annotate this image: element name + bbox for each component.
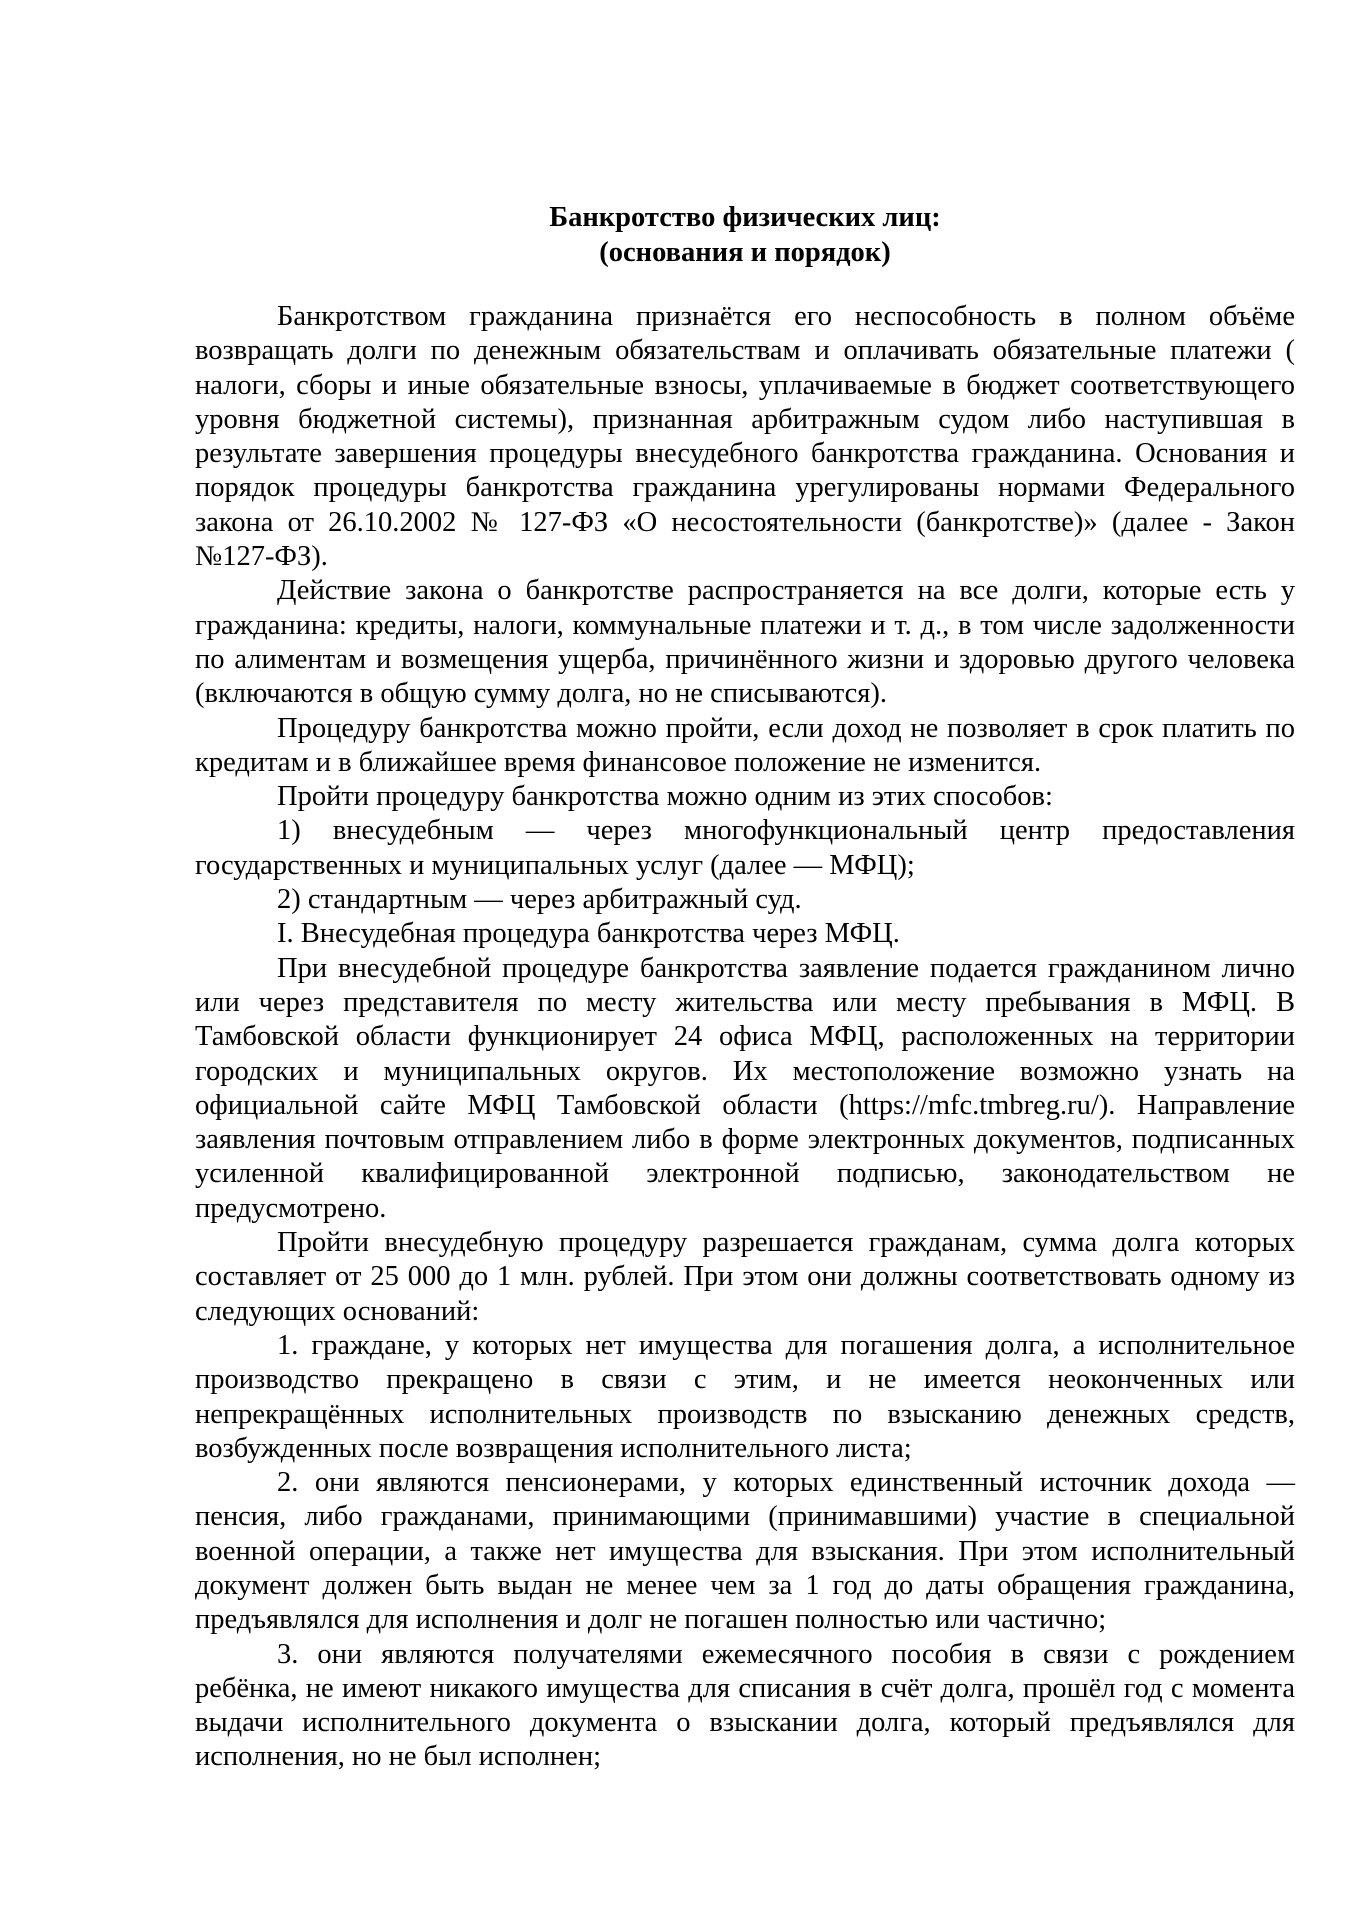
paragraph-method-1: 1) внесудебным — через многофункциональный центр предоставления государственных и муниципальных услуг (далее — МФЦ); <box>195 815 1295 881</box>
paragraph-method-2: 2) стандартным — через арбитражный суд. <box>277 884 802 916</box>
paragraph-law-scope: Действие закона о банкротстве распространяется на все долги, которые есть у гражданина: кредиты, налоги, коммунальные платежи и т. д., в том числе задолженности по алиментам и возмещения ущерба, причинённого жизни и здоровью другого человека (включаются в общую сумму долга, но не списываются). <box>195 575 1295 710</box>
paragraph-mfc-procedure: При внесудебной процедуре банкротства заявление подается гражданином лично или через представителя по месту жительства или месту пребывания в МФЦ. В Тамбовской области функционирует 24 офиса МФЦ, расположенных на территории городских и муниципальных округов. Их местоположение возможно узнать на официальной сайте МФЦ Тамбовской области (https://mfc.tmbreg.ru/). Направление заявления почтовым отправлением либо в форме электронных документов, подписанных усиленной квалифицированной электронной подписью, законодательством не предусмотрено. <box>195 952 1295 1224</box>
paragraph-ground-2: 2. они являются пенсионерами, у которых единственный источник дохода — пенсия, либо гражданами, принимающими (принимавшими) участие в специальной военной операции, а также нет имущества для взыскания. При этом исполнительный документ должен быть выдан не менее чем за 1 год до даты обращения гражданина, предъявлялся для исполнения и долг не погашен полностью или частично; <box>195 1467 1295 1636</box>
title-line-2: (основания и порядок) <box>599 237 891 268</box>
title-line-1: Банкротство физических лиц: <box>549 202 941 233</box>
section-heading-mfc: I. Внесудебная процедура банкротства через МФЦ. <box>277 918 900 950</box>
paragraph-methods-intro: Пройти процедуру банкротства можно одним из этих способов: <box>277 781 1053 813</box>
paragraph-ground-1: 1. граждане, у которых нет имущества для погашения долга, а исполнительное производство прекращено в связи с этим, и не имеется неоконченных или непрекращённых исполнительных производств по взысканию денежных средств, возбужденных после возвращения исполнительного листа; <box>195 1329 1295 1464</box>
paragraph-definition: Банкротством гражданина признаётся его неспособность в полном объёме возвращать долги по денежным обязательствам и оплачивать обязательные платежи ( налоги, сборы и иные обязательные взносы, уплачиваемые в бюджет соответствующего уровня бюджетной системы), признанная арбитражным судом либо наступившая в результате завершения процедуры внесудебного банкротства гражданина. Основания и порядок процедуры банкротства гражданина урегулированы нормами Федерального закона от 26.10.2002 № 127-ФЗ «О несостоятельности (банкротстве)» (далее - Закон №127-ФЗ). <box>195 301 1295 573</box>
document-title <box>195 200 1295 270</box>
paragraph-ground-3: 3. они являются получателями ежемесячного пособия в связи с рождением ребёнка, не имеют никакого имущества для списания в счёт долга, прошёл год с момента выдачи исполнительного документа о взыскании долга, который предъявлялся для исполнения, но не был исполнен; <box>195 1638 1295 1773</box>
paragraph-eligibility: Процедуру банкротства можно пройти, если доход не позволяет в срок платить по кредитам и в ближайшее время финансовое положение не изменится. <box>195 712 1295 778</box>
paragraph-debt-range: Пройти внесудебную процедуру разрешается гражданам, сумма долга которых составляет от 25 000 до 1 млн. рублей. При этом они должны соответствовать одному из следующих оснований: <box>195 1227 1295 1327</box>
document-body <box>195 300 1295 1775</box>
